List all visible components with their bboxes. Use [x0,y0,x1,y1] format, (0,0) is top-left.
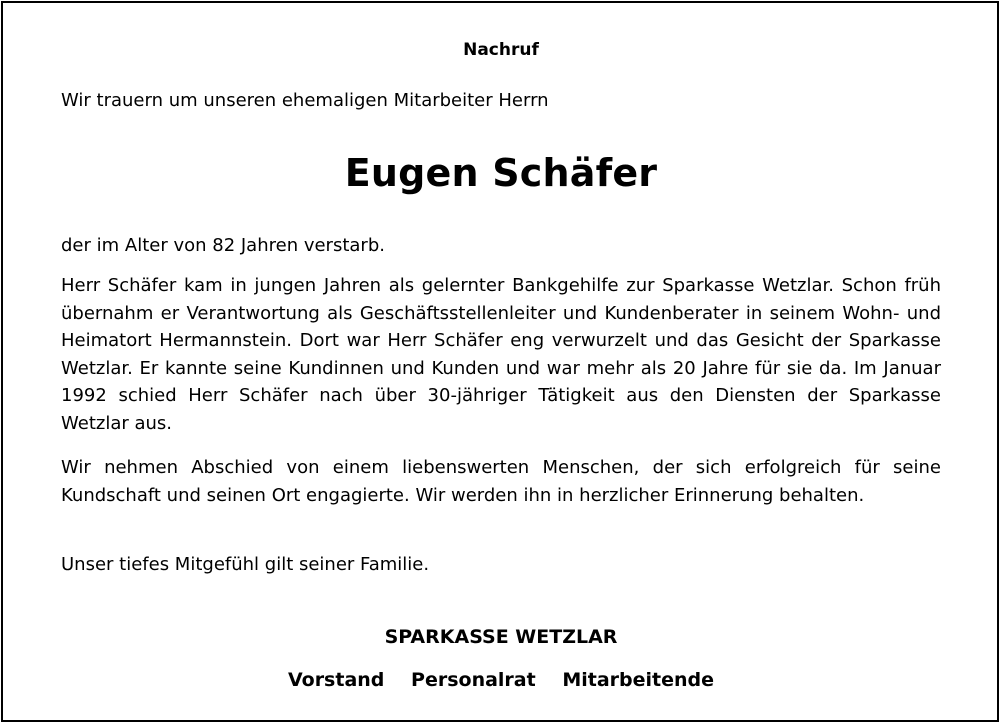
signers-row [61,669,941,691]
deceased-name: Eugen Schäfer [344,151,658,195]
obituary-frame [1,1,999,722]
biography-paragraph: Herr Schäfer kam in jungen Jahren als gelernter Bankgehilfe zur Sparkasse Wetzlar. Schon früh übernahm er Verantwortung als Geschäftsstellenleiter und Kundenberater in seinem Wohn- und Heimatort Hermannstein. Dort war Herr Schäfer eng verwurzelt und das Gesicht der Sparkasse Wetzlar. Er kannte seine Kundinnen und Kunden und war mehr als 20 Jahre für sie da. Im Januar 1992 schied Herr Schäfer nach über 30-jähriger Tätigkeit aus den Diensten der Sparkasse Wetzlar aus. [61,275,941,434]
signer-employees: Mitarbeitende [562,669,715,691]
intro-line: Wir trauern um unseren ehemaligen Mitarbeiter Herrn [61,90,549,111]
notice-heading: Nachruf [463,40,539,60]
farewell-paragraph: Wir nehmen Abschied von einem liebenswerten Menschen, der sich erfolgreich für seine Kundschaft und seinen Ort engagierte. Wir werden ihn in herzlicher Erinnerung behalten. [61,457,941,506]
condolence-line: Unser tiefes Mitgefühl gilt seiner Familie. [61,554,430,575]
signer-board: Vorstand [287,669,385,691]
age-line: der im Alter von 82 Jahren verstarb. [61,235,385,256]
organization-name: SPARKASSE WETZLAR [384,626,618,648]
signer-staff-council: Personalrat [411,669,536,691]
